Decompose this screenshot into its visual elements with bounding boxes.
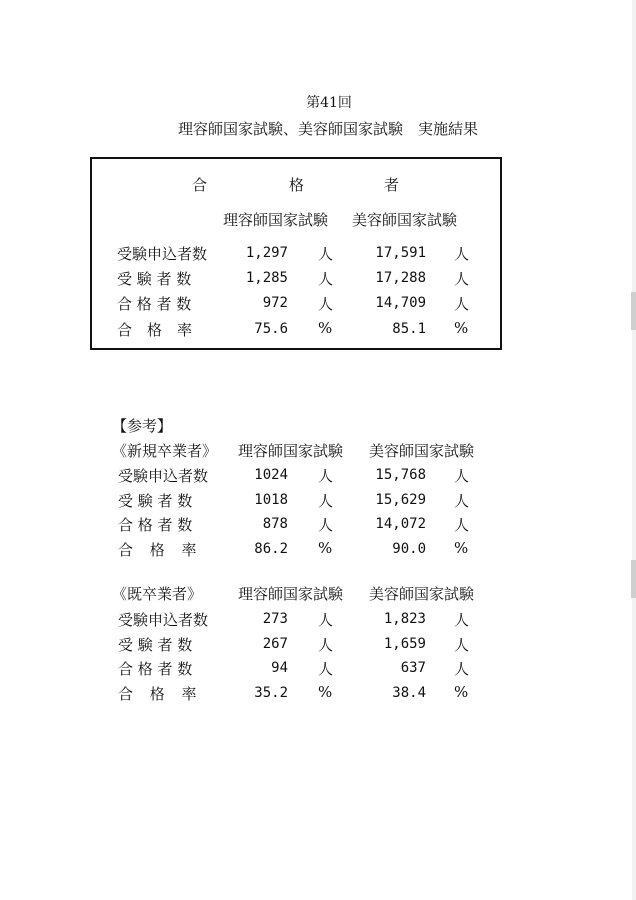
barber-value: 35.2 (254, 685, 288, 701)
barber-value: 75.6 (254, 321, 288, 337)
barber-value: 1018 (254, 492, 288, 508)
barber-unit: 人 (318, 492, 334, 510)
barber-value: 878 (262, 516, 288, 532)
beauty-unit: % (454, 539, 469, 557)
summary-header-char: 者 (384, 176, 400, 194)
barber-unit: 人 (318, 660, 334, 678)
beauty-value: 17,288 (375, 270, 426, 286)
beauty-value: 85.1 (392, 321, 426, 337)
beauty-unit: 人 (454, 636, 470, 654)
beauty-value: 38.4 (392, 685, 426, 701)
beauty-value: 1,823 (383, 611, 426, 627)
new-grad-col-barber: 理容師国家試験 (238, 442, 344, 460)
barber-value: 972 (262, 295, 288, 311)
barber-value: 1,297 (245, 245, 288, 261)
row-label: 合 格 率 (118, 685, 203, 703)
prior-grad-col-barber: 理容師国家試験 (238, 585, 344, 603)
row-label: 受 験 者 数 (117, 270, 192, 288)
row-label: 合 格 者 数 (118, 516, 193, 534)
beauty-value: 14,709 (375, 295, 426, 311)
barber-value: 1,285 (245, 270, 288, 286)
new-grad-label: 《新規卒業者》 (112, 442, 218, 460)
beauty-unit: 人 (454, 295, 470, 313)
prior-grad-label: 《既卒業者》 (112, 585, 203, 603)
beauty-unit: 人 (454, 467, 470, 485)
beauty-unit: 人 (454, 492, 470, 510)
beauty-value: 15,629 (375, 492, 426, 508)
barber-value: 1024 (254, 467, 288, 483)
row-label: 合 格 率 (118, 541, 203, 559)
barber-unit: % (318, 319, 333, 337)
row-label: 受験申込者数 (117, 245, 208, 263)
beauty-unit: % (454, 319, 469, 337)
beauty-value: 14,072 (375, 516, 426, 532)
prior-grad-col-beauty: 美容師国家試験 (369, 585, 475, 603)
beauty-value: 17,591 (375, 245, 426, 261)
barber-value: 94 (271, 660, 288, 676)
document-title: 理容師国家試験、美容師国家試験 実施結果 (178, 120, 479, 138)
beauty-unit: 人 (454, 611, 470, 629)
beauty-unit: 人 (454, 245, 470, 263)
barber-unit: % (318, 539, 333, 557)
row-label: 受験申込者数 (118, 611, 209, 629)
beauty-value: 1,659 (383, 636, 426, 652)
barber-unit: 人 (318, 636, 334, 654)
barber-unit: 人 (318, 270, 334, 288)
summary-col-beauty: 美容師国家試験 (352, 211, 458, 229)
barber-value: 267 (262, 636, 288, 652)
barber-unit: 人 (318, 611, 334, 629)
row-label: 合 格 者 数 (118, 660, 193, 678)
binding-mark (631, 292, 636, 330)
summary-col-barber: 理容師国家試験 (223, 211, 329, 229)
barber-unit: % (318, 683, 333, 701)
barber-unit: 人 (318, 467, 334, 485)
barber-value: 86.2 (254, 541, 288, 557)
row-label: 合 格 者 数 (117, 295, 192, 313)
barber-unit: 人 (318, 516, 334, 534)
summary-header-char: 格 (289, 176, 305, 194)
row-label: 受 験 者 数 (118, 636, 193, 654)
beauty-value: 637 (400, 660, 426, 676)
barber-unit: 人 (318, 245, 334, 263)
new-grad-col-beauty: 美容師国家試験 (369, 442, 475, 460)
beauty-unit: 人 (454, 660, 470, 678)
session-title: 第41回 (306, 95, 352, 111)
beauty-unit: 人 (454, 270, 470, 288)
barber-unit: 人 (318, 295, 334, 313)
barber-value: 273 (262, 611, 288, 627)
summary-header-char: 合 (192, 176, 208, 194)
row-label: 合 格 率 (117, 321, 193, 339)
reference-heading: 【参考】 (112, 417, 173, 435)
page-edge (632, 0, 636, 900)
binding-mark (631, 560, 636, 598)
beauty-value: 90.0 (392, 541, 426, 557)
beauty-value: 15,768 (375, 467, 426, 483)
beauty-unit: 人 (454, 516, 470, 534)
row-label: 受 験 者 数 (118, 492, 193, 510)
row-label: 受験申込者数 (118, 467, 209, 485)
beauty-unit: % (454, 683, 469, 701)
